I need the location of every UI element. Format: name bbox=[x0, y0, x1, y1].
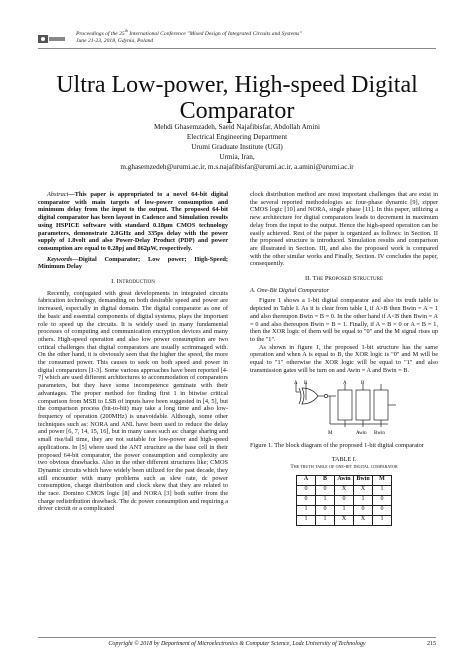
fig-label-a1: A bbox=[294, 381, 298, 387]
table-row bbox=[297, 505, 392, 515]
keywords bbox=[38, 256, 228, 271]
author-city: Urmia, Iran, bbox=[219, 153, 255, 161]
onebit-paragraph-1: Figure 1 shows a 1-bit digital comparator and also its truth table is depicted in Table I. As it is clear from table I, if A>B then Bwin = A = 1 and also thereupon Bwin = B = 0. In the other hand if A<B then Bwin = A = 0 and also thereupon Bwin = B = 1. Finally, if A = B = 0 or A = B = 1, then the XOR logic of them will be equal to "0" and the M signal rises up to the "1". bbox=[250, 297, 438, 343]
author-block bbox=[0, 122, 474, 172]
paragraph-continued: clock distribution method are most important challenges that are exist in the several reported methodologies as: four-phase dynamic [9], zipper CMOS logic [10] and NORA, single phase [11]. In this paper, utilizing a new architecture for digital comparators leads to decrement in maximum delay from the input to the output. Hence the high-speed operation can be easily achieved. Rest of the paper is organized as follows: in Section. II the proposed structure is introduced. Simulation results and comparison are illustrated in Section. III, and also the proposed work is compared with the other similar works and Finally, Section. IV concludes the paper, consequently. bbox=[250, 191, 438, 268]
footer-copyright: Copyright © 2018 by Department of Microelectronics & Computer Science, Lodz University of Technology bbox=[108, 641, 366, 647]
abstract-text: —This paper is appropriated to a novel 64-bit digital comparator with main targets of low-power consumption and minimum delay from the input to the output. The proposed 64-bit digital comparator has been layout in Cadence and Simulation results using HSPICE software with standard 0.18μm CMOS technology parameters, demonstrate 2.8GHz and 335ps delay with the power supply of 1.8volt and also Power-Delay Product (PDP) and power consumption are equal to 0.28pj and 862μW, respectively. bbox=[38, 191, 228, 252]
truth-table bbox=[296, 475, 392, 526]
table-cell: 1 bbox=[297, 515, 316, 525]
conference-logo bbox=[38, 32, 66, 46]
keywords-label: Keywords bbox=[47, 255, 73, 263]
table-cell: 0 bbox=[335, 495, 354, 505]
author-inst: Urumi Graduate Institute (UGI) bbox=[191, 143, 283, 151]
section-heading-structure: II. The Proposed Structure bbox=[304, 275, 384, 283]
table-row bbox=[297, 495, 392, 505]
th-a: A bbox=[297, 475, 316, 485]
table-cell: 0 bbox=[297, 495, 316, 505]
left-column bbox=[38, 191, 228, 513]
figure-1-diagram bbox=[250, 380, 438, 438]
abstract-label: Abstract bbox=[47, 191, 69, 198]
fig-label-b2: B bbox=[361, 381, 365, 387]
table-cell: 1 bbox=[316, 515, 335, 525]
fig-label-b1: B bbox=[304, 381, 308, 387]
comparator-schematic bbox=[250, 380, 438, 438]
figure-1-caption: Figure 1. The block diagram of the proposed 1-bit digital comparator bbox=[250, 442, 424, 450]
table-cell: 0 bbox=[373, 495, 392, 505]
table-cell: 0 bbox=[297, 485, 316, 495]
th-m: M bbox=[373, 475, 392, 485]
intro-paragraph: Recently, conjugated with great developments in integrated circuits fabrication technology, demanding on both desirable speed and power are increased, especially in digital domain. The digital comparator as one of the basic and essential components of digital systems, plays the important role to speed up the circuits. It is widely used in many fundamental processes of computing and communication encryption devices and many others. High-speed operation and also low power consumption are two critical challenges that digital comparators are usually scrimmaged with. On the other hand, it is obviously seen that the higher the speed, the more the consumed power. This causes to seek on both speed and power in digital comparators [1-3]. Some various approaches have been reported [4-7] which are used different architectures to accommodation of comparators parameters, but they have some incompetence geminate with their advantages. The proper method for finding first 1 in bitwise critical comparison from MSB to LSB of inputs have been suggested in [4, 5], but the comparison process (bit-to-bit) may take a long time and also low-frequency of operation (200MHz) is unavoidable. Although, some other techniques such as: NORA and ANL have been used to reduce the delay and power [6, 7, 14, 15, 16], but in many cases such as: charge sharing and small rise/fall time, they are not suitable for low-power and high-speed applications. In [5] where used the ANT structure as the base cell in their proposed 64-bit comparator, the power consumption and complexity are two obvious drawbacks. Also in the other different structures like; CMOS Dynamic circuits which have widely been utilized for the past decade, they still encounter with many problems such as slew rate, dc power consumption, charge distribution and clock skew that they are related to the race. Domino CMOS logic [8] and NORA [3] both suffer from the charge redistribution drawback. The dc power consumption and requiring a driver circuit or a complicated bbox=[38, 289, 228, 513]
footer-rule bbox=[38, 637, 436, 638]
onebit-paragraph-2: As shown in figure 1, the proposed 1-bit structure has the same operation and when A is equal to B, the XOR logic is "0" and M will be equal to "1" otherwise the XOR logic will be equal to "1" and also transmission gates will be turn on and Awin = A and Bwin = B. bbox=[250, 343, 438, 374]
right-column bbox=[250, 191, 438, 526]
th-bwin: Bwin bbox=[354, 475, 373, 485]
abstract bbox=[38, 191, 228, 253]
fig-label-bwin: Bwin bbox=[374, 431, 385, 437]
section-heading-intro: I. Introduction bbox=[111, 278, 155, 286]
page-number: 215 bbox=[427, 641, 436, 647]
table-cell: 0 bbox=[316, 485, 335, 495]
header-date-location: June 21-23, 2018, Gdynia, Poland bbox=[76, 37, 154, 44]
table-row bbox=[297, 485, 392, 495]
table-row bbox=[297, 515, 392, 525]
header-sup: th bbox=[124, 28, 128, 33]
table-cell: 1 bbox=[316, 495, 335, 505]
truth-table-header bbox=[297, 475, 392, 485]
table-cell: 0 bbox=[354, 505, 373, 515]
table-1-subtitle: The truth table of one-bit digital comparator bbox=[290, 463, 398, 470]
author-dept: Electrical Engineering Department bbox=[186, 133, 288, 141]
fig-label-a2: A bbox=[343, 381, 347, 387]
table-cell: 1 bbox=[373, 515, 392, 525]
paper-title: Ultra Low-power, High-speed Digital Comparator bbox=[56, 72, 418, 124]
author-emails: m.ghasemzedeh@urumi.ac.ir, m.s.najafibisfar@urumi.ac.ir, a.amini@urumi.ac.ir bbox=[120, 163, 354, 171]
table-cell: 1 bbox=[354, 495, 373, 505]
table-cell: 1 bbox=[373, 485, 392, 495]
table-cell: 1 bbox=[297, 505, 316, 515]
header-rule bbox=[38, 48, 436, 49]
fig-label-m: M bbox=[328, 431, 333, 437]
table-cell: X bbox=[354, 515, 373, 525]
proceedings-header bbox=[76, 27, 376, 45]
table-cell: X bbox=[335, 515, 354, 525]
fig-label-awin: Awin bbox=[356, 431, 367, 437]
table-cell: 1 bbox=[335, 505, 354, 515]
header-text: Proceedings of the 25 bbox=[76, 30, 125, 37]
table-1-title: TABLE I. bbox=[331, 456, 357, 464]
th-awin: Awin bbox=[335, 475, 354, 485]
table-cell: 0 bbox=[373, 505, 392, 515]
author-names: Mehdi Ghasemzadeh, Saeid Najafibisfar, Abdollah Amini bbox=[154, 123, 320, 131]
th-b: B bbox=[316, 475, 335, 485]
table-cell: X bbox=[335, 485, 354, 495]
table-cell: X bbox=[354, 485, 373, 495]
keywords-text: —Digital Comparator; Low power; High-Speed; Minimum Delay bbox=[38, 255, 228, 271]
subsection-heading-onebit: A. One-Bit Digital Comparator bbox=[250, 286, 330, 294]
header-text-mid: International Conference bbox=[127, 30, 188, 37]
table-cell: 0 bbox=[316, 505, 335, 515]
header-conference-name: "Mixed Design of Integrated Circuits and Systems" bbox=[187, 30, 302, 37]
